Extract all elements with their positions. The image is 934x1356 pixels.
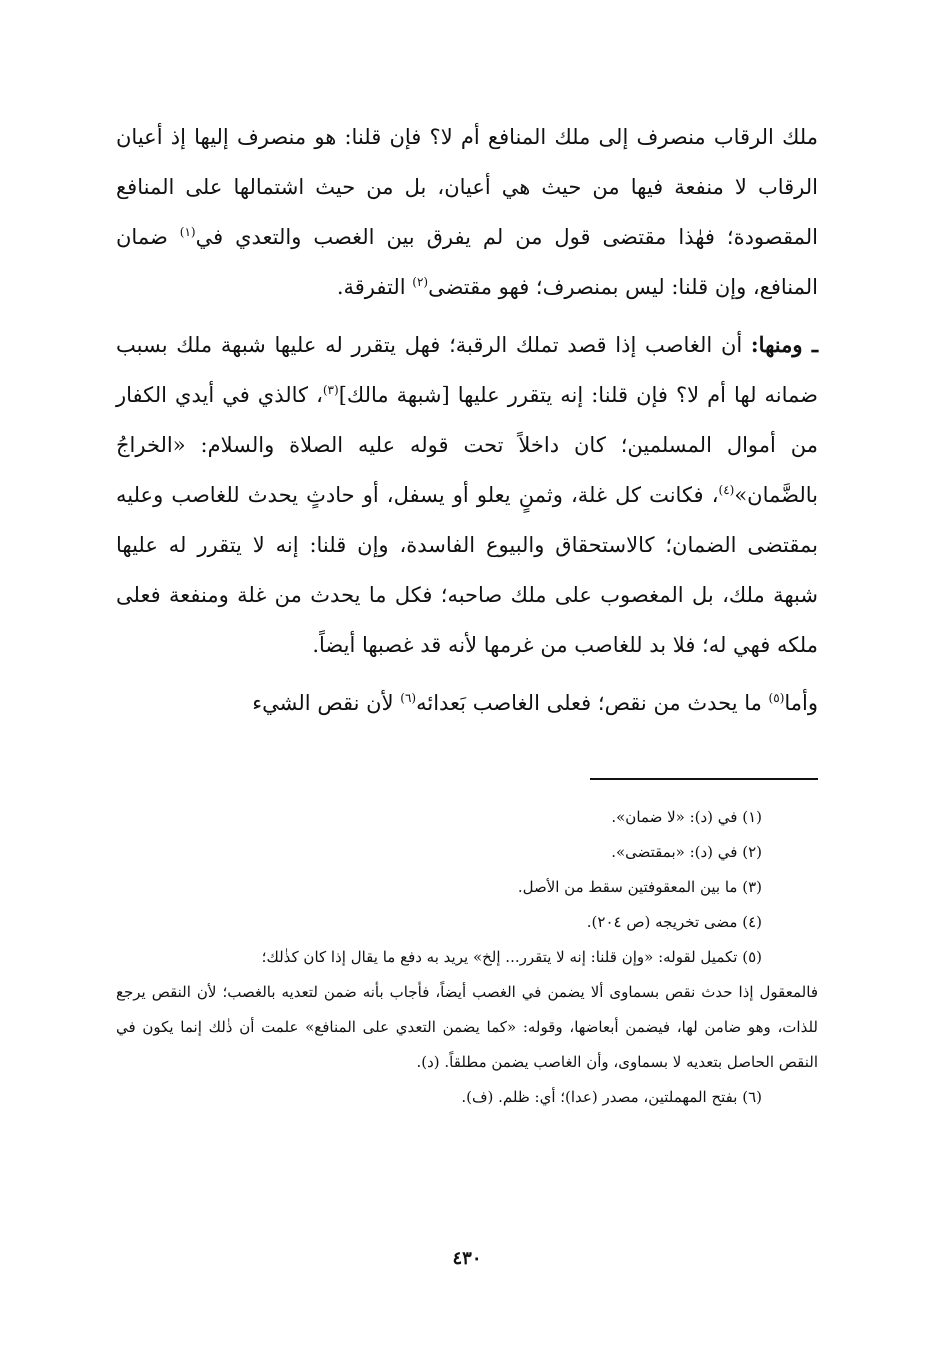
- text-span: ضمان المنافع، وإن قلنا: ليس بمنصرف؛ فهو مقتضى: [116, 225, 818, 299]
- footnote-5-first-line: (٥) تكميل لقوله: «وإن قلنا: إنه لا يتقرر... إلخ» يريد به دفع ما يقال إذا كان كذٰلك؛: [261, 948, 762, 966]
- text-span: ، كالذي في أيدي الكفار من أموال المسلمين؛ كان داخلاً تحت قوله عليه الصلاة والسلام: «الخراجُ بالضَّمان»: [116, 383, 818, 507]
- footnote-2: (٢) في (د): «بمقتضى».: [611, 843, 762, 861]
- paragraph-3: [116, 678, 818, 728]
- footnote-5-continuation: فالمعقول إذا حدث نقص بسماوى ألا يضمن في الغصب أيضاً، فأجاب بأنه ضمن لتعديه بالغصب؛ لأن النقص يرجع للذات، وهو ضامن لها، فيضمن أبعاضها، وقوله: «كما يضمن التعدي على المنافع» علمت أن ذٰلك إنما يكون في النقص الحاصل بتعديه لا بسماوى، وأن الغاصب يضمن مطلقاً. (د).: [116, 983, 818, 1071]
- footnote-ref-6: (٦): [400, 691, 417, 705]
- footnote-divider: [590, 778, 818, 780]
- text-span: التفرقة.: [336, 275, 413, 299]
- paragraph-1: [116, 112, 818, 312]
- text-span: لأن نقص الشيء: [252, 691, 401, 715]
- footnotes: [116, 800, 818, 1115]
- text-span: ملك الرقاب منصرف إلى ملك المنافع أم لا؟ فإن قلنا: هو منصرف إليها إذ أعيان الرقاب لا منفعة فيها من حيث هي أعيان، بل من حيث اشتمالها على المنافع المقصودة؛ فهٰذا مقتضى قول من لم يفرق بين الغصب والتعدي في: [116, 125, 818, 249]
- paragraph-2: [116, 320, 818, 670]
- text-span: ، فكانت كل غلة، وثمنٍ يعلو أو يسفل، أو حادثٍ يحدث للغاصب وعليه بمقتضى الضمان؛ كالاستحقاق والبيوع الفاسدة، وإن قلنا: إنه لا يتقرر له عليها شبهة ملك، بل المغصوب على ملك صاحبه؛ فكل ما يحدث من غلة ومنفعة فعلى ملكه فهي له؛ فلا بد للغاصب من غرمها لأنه قد غصبها أيضاً.: [116, 483, 818, 657]
- page-number: ٤٣٠: [452, 1248, 482, 1269]
- main-text: [116, 112, 818, 728]
- text-span: أن الغاصب إذا قصد تملك الرقبة؛ فهل يتقرر له عليها شبهة ملك بسبب ضمانه لها أم لا؟ فإن قلنا: إنه يتقرر عليها [شبهة مالك]: [116, 333, 818, 407]
- footnote-4: (٤) مضى تخريجه (ص ٢٠٤).: [586, 913, 762, 931]
- text-span: ما يحدث من نقص؛ فعلى الغاصب بَعدائه: [416, 691, 769, 715]
- footnote-ref-3: (٣): [322, 383, 339, 397]
- footnote-6: (٦) بفتح المهملتين، مصدر (عدا)؛ أي: ظلم. (ف).: [461, 1088, 762, 1106]
- paragraph-lead: ـ ومنها:: [750, 332, 818, 357]
- footnote-ref-1: (١): [179, 225, 196, 239]
- footnote-1: (١) في (د): «لا ضمان».: [611, 808, 762, 826]
- footnote-ref-4: (٤): [718, 483, 735, 497]
- footnote-ref-5: (٥): [768, 691, 785, 705]
- footnote-ref-2: (٢): [412, 275, 429, 289]
- footnote-3: (٣) ما بين المعقوفتين سقط من الأصل.: [517, 878, 762, 896]
- text-span: وأما: [784, 691, 818, 715]
- footnote-5: [116, 940, 818, 1080]
